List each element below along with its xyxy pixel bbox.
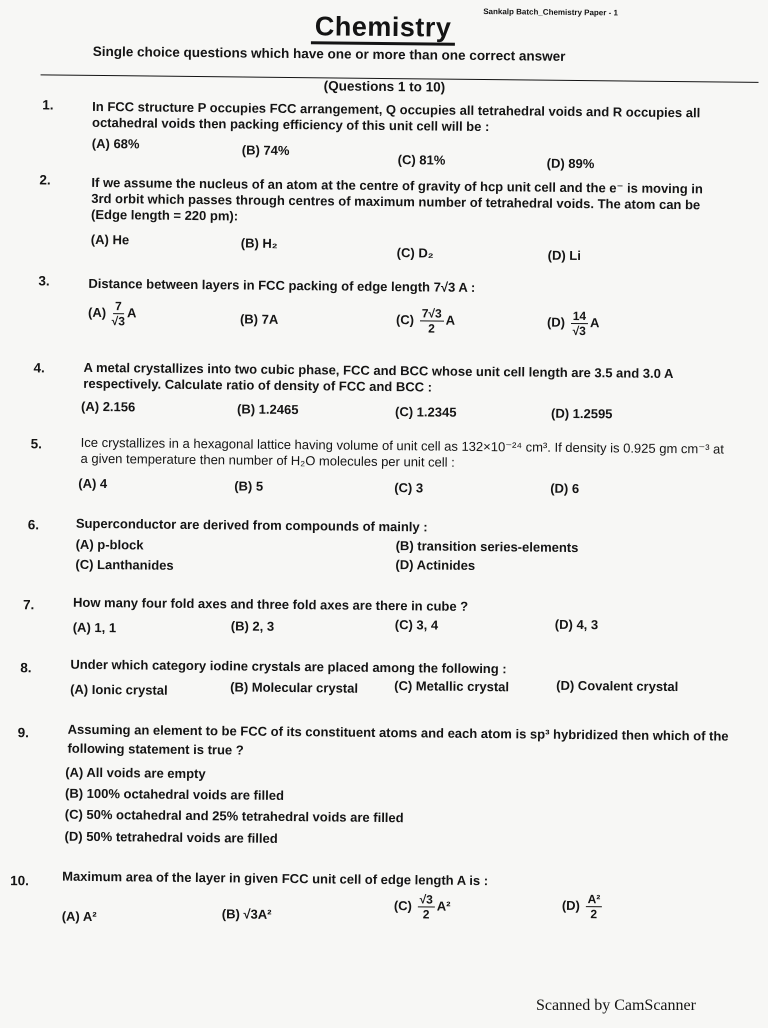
fraction xyxy=(571,309,589,338)
option-a[interactable]: (A) 1, 1 xyxy=(72,619,117,636)
option-a[interactable]: (A) All voids are empty xyxy=(65,764,206,782)
option-b[interactable]: (B) 1.2465 xyxy=(236,401,299,418)
option-c[interactable]: (C) D₂ xyxy=(396,245,434,261)
question-number: 9. xyxy=(17,725,30,741)
option-d[interactable]: (D) 1.2595 xyxy=(550,405,613,422)
question-text: In FCC structure P occupies FCC arrangement, Q occupies all tetrahedral voids and R occupies all octahedral voids then packing efficiency of this unit cell will be : xyxy=(91,98,701,135)
question-number: 4. xyxy=(33,360,45,376)
question-number: 5. xyxy=(30,436,43,452)
option-c[interactable]: (C) 1.2345 xyxy=(394,404,457,420)
unit: A² xyxy=(436,898,451,914)
option-c[interactable] xyxy=(394,892,451,922)
option-b[interactable]: (B) H₂ xyxy=(240,235,278,251)
fraction xyxy=(417,892,435,921)
option-d[interactable]: (D) Li xyxy=(547,247,581,264)
option-label: (C) xyxy=(395,312,415,328)
option-d[interactable]: (D) 4, 3 xyxy=(554,616,599,633)
fraction-denominator: 2 xyxy=(428,321,435,336)
option-c[interactable]: (C) 50% octahedral and 25% tetrahedral voids are filled xyxy=(64,806,404,826)
question-text: Under which category iodine crystals are placed among the following : xyxy=(70,656,507,677)
option-a[interactable] xyxy=(88,299,137,329)
question-text: Superconductor are derived from compounds of mainly : xyxy=(75,515,428,535)
question-number: 8. xyxy=(20,660,32,676)
option-label: (D) xyxy=(546,314,566,330)
option-d[interactable]: (D) Actinides xyxy=(395,557,476,573)
option-a[interactable]: (A) 4 xyxy=(78,475,108,492)
question-number: 3. xyxy=(38,273,50,289)
option-b[interactable]: (B) 74% xyxy=(241,142,290,158)
option-d[interactable] xyxy=(547,309,600,339)
fraction xyxy=(420,306,444,335)
instructions-text: Single choice questions which have one or more than one correct answer xyxy=(92,43,566,64)
option-d[interactable]: (D) Covalent crystal xyxy=(556,677,679,695)
option-b[interactable]: (B) Molecular crystal xyxy=(230,679,359,696)
page-title xyxy=(5,8,761,49)
option-c[interactable]: (C) 3, 4 xyxy=(394,617,439,633)
question-number: 6. xyxy=(27,517,40,533)
title-text: Chemistry xyxy=(311,11,456,46)
fraction-numerator: √3 xyxy=(418,892,435,907)
option-b[interactable]: (B) √3A² xyxy=(221,906,272,922)
scanner-watermark: Scanned by CamScanner xyxy=(536,997,696,1014)
option-label: (A) xyxy=(87,304,107,321)
unit: A xyxy=(445,312,456,328)
paper-code: Sankalp Batch_Chemistry Paper - 1 xyxy=(483,7,619,18)
option-a[interactable]: (A) 68% xyxy=(91,135,140,152)
option-c[interactable]: (C) 3 xyxy=(394,480,424,496)
fraction-numerator: 7 xyxy=(113,299,124,314)
unit: A xyxy=(589,315,600,331)
option-a[interactable]: (A) 2.156 xyxy=(81,398,136,415)
option-b[interactable]: (B) transition series-elements xyxy=(395,538,579,556)
question-text: Assuming an element to be FCC of its constituent atoms and each atom is sp³ hybridized then which of the following statement is true ? xyxy=(67,721,729,758)
option-a[interactable]: (A) p-block xyxy=(75,536,144,553)
fraction-denominator: 2 xyxy=(422,907,430,922)
fraction-denominator: √3 xyxy=(111,314,125,329)
question-text: A metal crystallizes into two cubic phase, FCC and BCC whose unit cell length are 3.5 and 3.0 A respectively. Calculate ratio of density of FCC and BCC : xyxy=(83,359,674,395)
option-c[interactable]: (C) Metallic crystal xyxy=(394,678,510,695)
fraction-numerator: 7√3 xyxy=(420,306,444,321)
option-a[interactable]: (A) He xyxy=(90,231,130,248)
option-d[interactable]: (D) 89% xyxy=(546,155,595,172)
option-c[interactable]: (C) 81% xyxy=(397,152,446,168)
question-range: (Questions 1 to 10) xyxy=(323,78,446,95)
option-d[interactable]: (D) 50% tetrahedral voids are filled xyxy=(64,828,278,846)
option-a[interactable]: (A) A² xyxy=(61,908,97,925)
option-c[interactable]: (C) Lanthanides xyxy=(75,556,174,573)
option-label: (D) xyxy=(561,897,581,914)
fraction-denominator: √3 xyxy=(572,323,586,339)
option-d[interactable] xyxy=(562,892,605,921)
option-b[interactable]: (B) 7A xyxy=(239,311,279,327)
fraction-numerator: A² xyxy=(586,892,603,907)
option-b[interactable]: (B) 100% octahedral voids are filled xyxy=(64,785,285,803)
question-number: 1. xyxy=(42,97,54,113)
question-number: 7. xyxy=(22,597,35,613)
fraction-numerator: 14 xyxy=(571,309,589,324)
unit: A xyxy=(126,305,137,321)
option-b[interactable]: (B) 5 xyxy=(234,478,264,494)
fraction xyxy=(585,892,602,921)
question-text: Ice crystallizes in a hexagonal lattice having volume of unit cell as 132×10⁻²⁴ cm³. If density is 0.925 gm cm⁻³ at a given temperature then number of H₂O molecules per unit cell : xyxy=(80,434,725,470)
question-text: Maximum area of the layer in given FCC unit cell of edge length A is : xyxy=(62,868,489,889)
question-text: How many four fold axes and three fold axes are there in cube ? xyxy=(72,594,469,614)
option-a[interactable]: (A) Ionic crystal xyxy=(70,681,168,698)
question-text: Distance between layers in FCC packing of edge length 7√3 A : xyxy=(88,275,476,295)
question-number: 10. xyxy=(10,873,29,889)
option-d[interactable]: (D) 6 xyxy=(550,480,580,497)
fraction-denominator: 2 xyxy=(590,907,598,922)
fraction xyxy=(112,299,126,328)
option-label: (C) xyxy=(393,898,413,914)
question-number: 2. xyxy=(39,172,51,188)
option-c[interactable] xyxy=(396,306,455,336)
option-b[interactable]: (B) 2, 3 xyxy=(230,618,275,634)
question-text: If we assume the nucleus of an atom at the centre of gravity of hcp unit cell and the e⁻ is moving in 3rd orbit which passes through centres of maximum number of tetrahedral voids. The atom can be (Edge length = 220 pm): xyxy=(91,174,703,224)
